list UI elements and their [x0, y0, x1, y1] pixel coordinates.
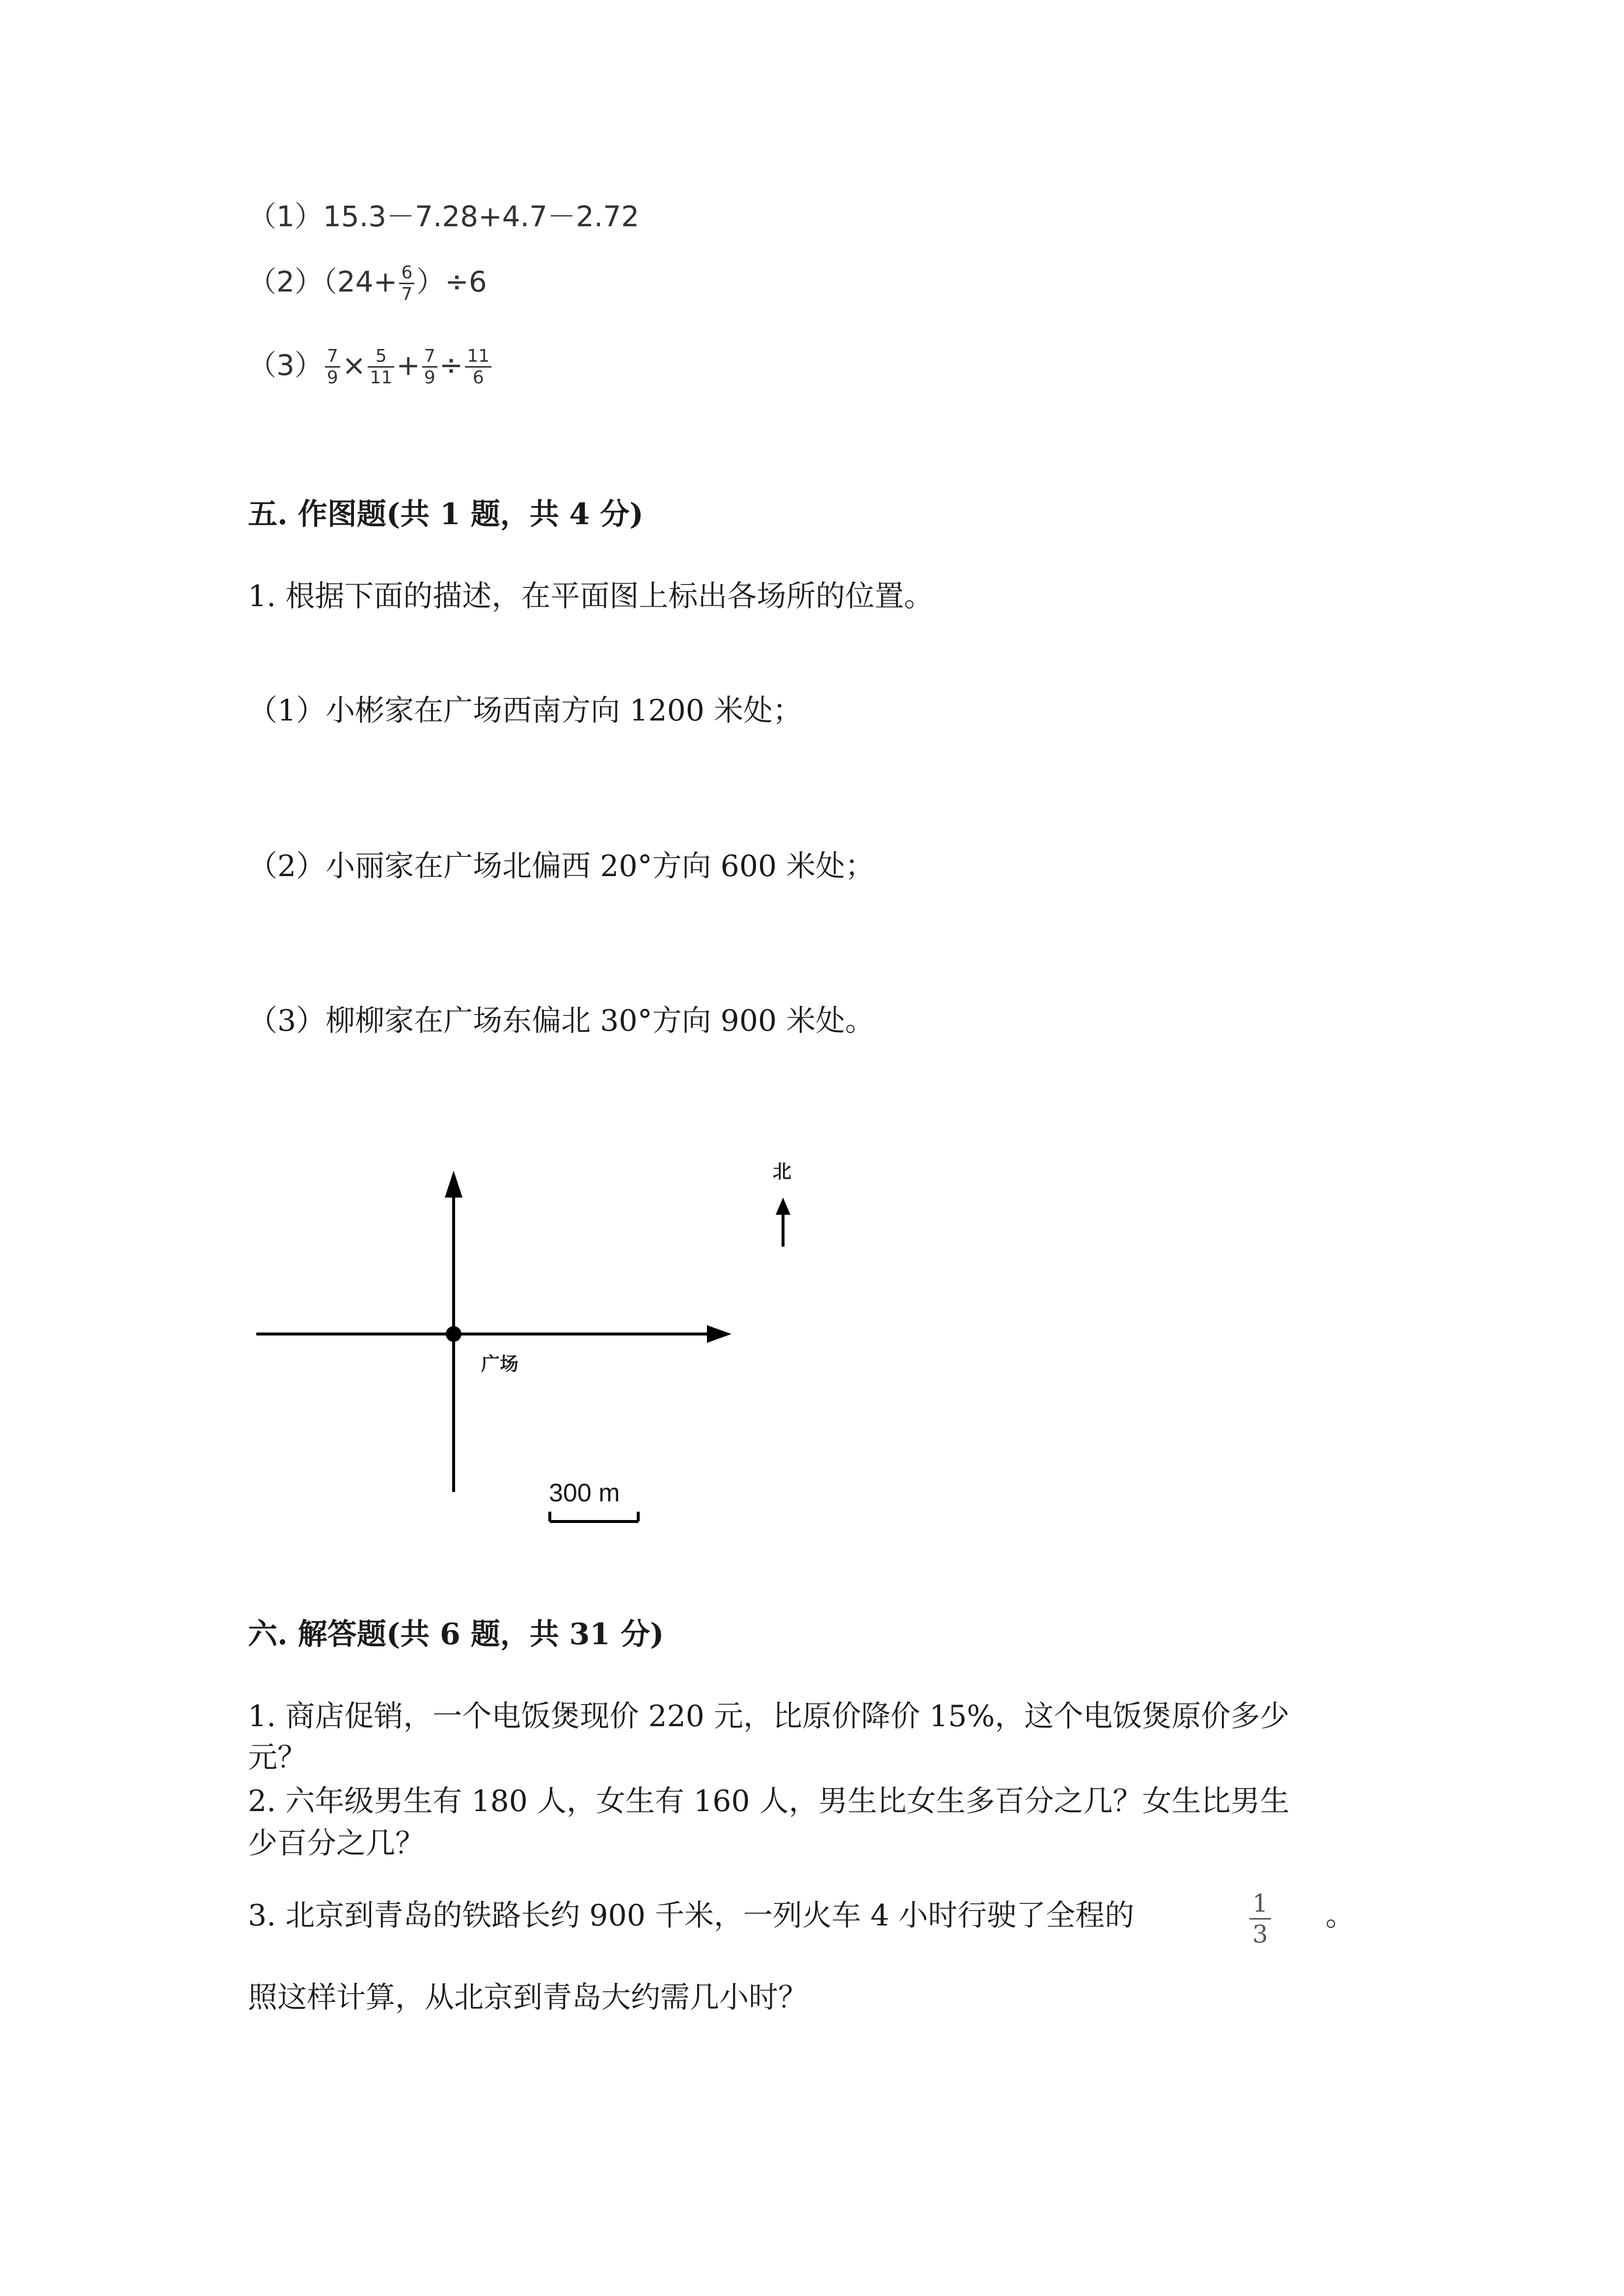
section6-question-2-line-1: 2. 六年级男生有 180 人，女生有 160 人，男生比女生多百分之几？女生比男生 — [248, 1784, 1290, 1818]
plaza-point — [446, 1326, 461, 1342]
plaza-label: 广场 — [481, 1353, 519, 1375]
calc-item-3-label: （3） — [248, 348, 323, 382]
calc-item-1-expr: 15.3－7.28+4.7－2.72 — [323, 200, 640, 233]
calc-item-2-label: （2） — [248, 265, 323, 298]
section6-question-1-line-1: 1. 商店促销，一个电饭煲现价 220 元，比原价降价 15%，这个电饭煲原价多少 — [248, 1699, 1290, 1734]
plus-sign: + — [396, 348, 420, 382]
section6-heading: 六. 解答题(共 6 题，共 31 分) — [248, 1617, 664, 1652]
divide-sign: ÷ — [439, 348, 463, 382]
section5-statement-3: （3）柳柳家在广场东偏北 30°方向 900 米处。 — [248, 1004, 875, 1038]
section6-question-2-line-2: 少百分之几？ — [248, 1826, 425, 1861]
calc-item-1-label: （1） — [248, 200, 323, 233]
times-sign: × — [342, 348, 366, 382]
north-indicator-arrow — [776, 1198, 790, 1215]
scale-label: 300 m — [549, 1479, 620, 1507]
fraction-5-11: $\frac{5}{11}$ — [368, 346, 394, 388]
calc-item-2-close: ）÷6 — [416, 265, 487, 298]
calc-item-2-open: （24+ — [323, 265, 398, 298]
section6-question-1-line-2: 元？ — [248, 1740, 307, 1775]
section6-question-3-end: 。 — [1326, 1898, 1355, 1933]
east-arrow-head — [707, 1325, 731, 1343]
fraction-7-9-a: $\frac{7}{9}$ — [325, 346, 340, 388]
section6-question-3-line-1: 3. 北京到青岛的铁路长约 900 千米，一列火车 4 小时行驶了全程的 — [248, 1898, 1135, 1933]
fraction-1-3-numerator: 1 — [1249, 1889, 1271, 1920]
section5-statement-1: （1）小彬家在广场西南方向 1200 米处； — [248, 694, 803, 728]
fraction-1-3 — [1249, 1889, 1271, 1949]
section6-question-3-line-2: 照这样计算，从北京到青岛大约需几小时？ — [248, 1980, 808, 2015]
section5-statement-2: （2）小丽家在广场北偏西 20°方向 600 米处； — [248, 849, 875, 883]
section5-question-1: 1. 根据下面的描述，在平面图上标出各场所的位置。 — [248, 579, 934, 614]
fraction-7-9-b: $\frac{7}{9}$ — [422, 346, 437, 388]
section5-heading: 五. 作图题(共 1 题，共 4 分) — [248, 497, 644, 532]
north-axis-arrow-head — [445, 1171, 462, 1198]
fraction-1-3-denominator: 3 — [1252, 1920, 1268, 1949]
fraction-6-7: $\frac{6}{7}$ — [399, 263, 414, 305]
north-label: 北 — [773, 1161, 792, 1182]
fraction-11-6: $\frac{11}{6}$ — [465, 346, 491, 388]
